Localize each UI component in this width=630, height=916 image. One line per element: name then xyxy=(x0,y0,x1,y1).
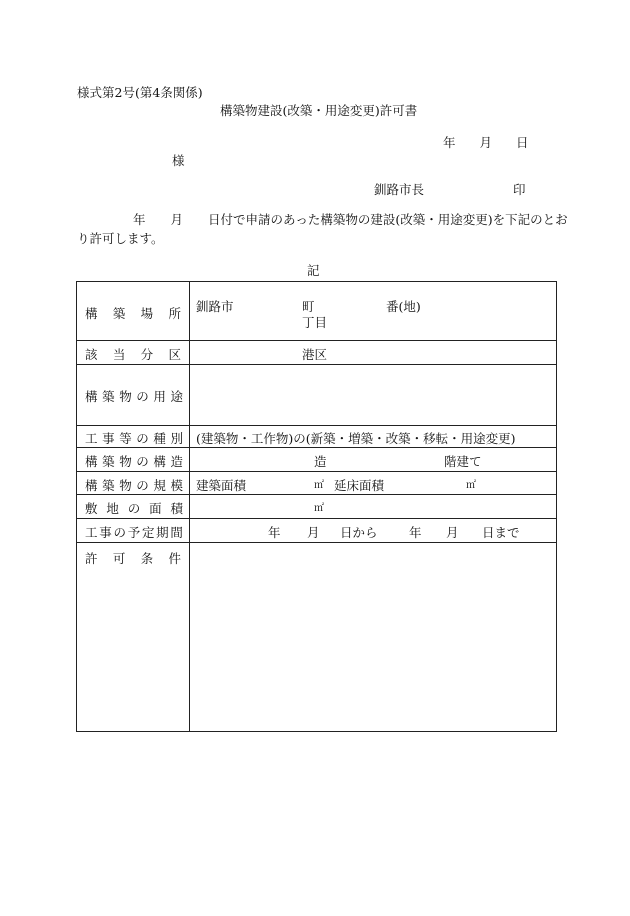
value-site-area: ㎡ xyxy=(190,495,557,519)
addressee-suffix: 様 xyxy=(172,153,185,168)
issue-date xyxy=(443,133,529,151)
label-structure: 構 築 物 の 構 造 xyxy=(77,448,190,472)
ki-heading: 記 xyxy=(307,263,320,278)
label-zone: 該 当 分 区 xyxy=(77,341,190,365)
document-title: 構築物建設(改築・用途変更)許可書 xyxy=(220,103,418,118)
value-usage xyxy=(190,365,557,426)
value-construction-period: 年 月 日から 年 月 日まで xyxy=(190,519,557,543)
value-scale: 建築面積 ㎡ 延床面積 ㎡ xyxy=(190,472,557,495)
label-site-area: 敷 地 の 面 積 xyxy=(77,495,190,519)
value-construction-site xyxy=(190,282,557,341)
label-construction-site: 構 築 場 所 xyxy=(77,282,190,341)
label-work-type: 工 事 等 の 種 別 xyxy=(77,426,190,448)
form-number: 様式第2号(第4条関係) xyxy=(77,85,203,100)
seal-mark: 印 xyxy=(513,182,526,197)
label-construction-period: 工 事 の 予 定 期 間 xyxy=(77,519,190,543)
value-structure: 造 階建て xyxy=(190,448,557,472)
table-row xyxy=(77,426,557,448)
label-permit-conditions: 許 可 条 件 xyxy=(77,543,190,732)
permit-details-table xyxy=(76,281,557,732)
table-row xyxy=(77,341,557,365)
value-permit-conditions xyxy=(190,543,557,732)
site-chome: 丁目 xyxy=(302,315,328,330)
site-town: 町 xyxy=(302,299,315,314)
table-row xyxy=(77,472,557,495)
table-row xyxy=(77,282,557,341)
table-row xyxy=(77,543,557,732)
value-zone: 港区 xyxy=(190,341,557,365)
table-row xyxy=(77,519,557,543)
table-row xyxy=(77,448,557,472)
table-row xyxy=(77,495,557,519)
date-day: 日 xyxy=(516,135,529,150)
body-text-line1: 年 月 日付で申請のあった構築物の建設(改築・用途変更)を下記のとお xyxy=(133,212,568,227)
value-work-type: (建築物・工作物)の(新築・増築・改築・移転・用途変更) xyxy=(190,426,557,448)
label-usage: 構 築 物 の 用 途 xyxy=(77,365,190,426)
label-scale: 構 築 物 の 規 模 xyxy=(77,472,190,495)
site-city: 釧路市 xyxy=(196,299,234,314)
date-year: 年 xyxy=(443,135,456,150)
body-text-line2: り許可します。 xyxy=(77,231,164,246)
table-row xyxy=(77,365,557,426)
issuer-name: 釧路市長 xyxy=(374,182,425,197)
site-lot: 番(地) xyxy=(386,299,421,314)
date-month: 月 xyxy=(479,135,493,150)
